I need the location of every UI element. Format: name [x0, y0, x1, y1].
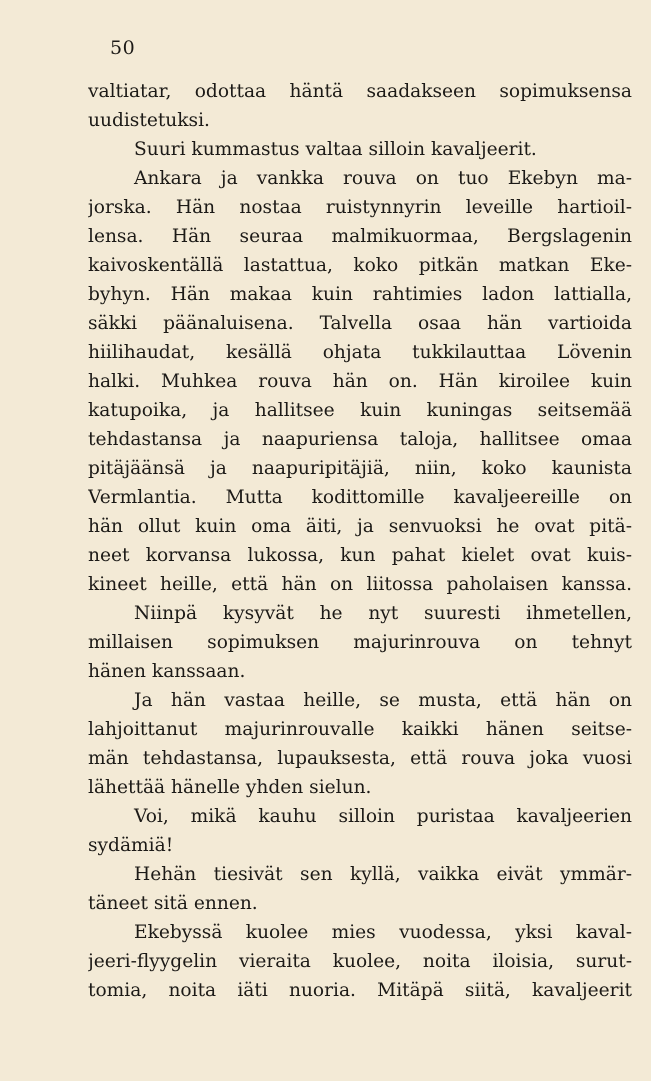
- text-line: Hehän tiesivät sen kyllä, vaikka eivät ymmär-: [134, 864, 632, 885]
- text-line: Voi, mikä kauhu silloin puristaa kavaljeerien: [134, 806, 632, 827]
- text-line: halki. Muhkea rouva hän on. Hän kiroilee kuin: [88, 371, 632, 392]
- body-text: [88, 77, 632, 1005]
- page-number: 50: [110, 37, 136, 59]
- text-line: hän ollut kuin oma äiti, ja senvuoksi he ovat pitä-: [88, 516, 632, 537]
- text-line: sydämiä!: [88, 835, 174, 856]
- text-line: lensa. Hän seuraa malmikuormaa, Bergslagenin: [88, 226, 632, 247]
- text-line: lahjoittanut majurinrouvalle kaikki hänen seitse-: [88, 719, 632, 740]
- text-line: pitäjäänsä ja naapuripitäjiä, niin, koko kaunista: [88, 458, 632, 479]
- text-line: tomia, noita iäti nuoria. Mitäpä siitä, kavaljeerit: [88, 980, 632, 1001]
- text-line: Vermlantia. Mutta kodittomille kavaljeereille on: [88, 487, 632, 508]
- text-line: täneet sitä ennen.: [88, 893, 258, 914]
- text-line: hiilihaudat, kesällä ohjata tukkilauttaa Lövenin: [88, 342, 632, 363]
- text-line: Ankara ja vankka rouva on tuo Ekebyn ma-: [134, 168, 632, 189]
- text-line: byhyn. Hän makaa kuin rahtimies ladon lattialla,: [88, 284, 632, 305]
- text-line: kaivoskentällä lastattua, koko pitkän matkan Eke-: [88, 255, 632, 276]
- text-line: katupoika, ja hallitsee kuin kuningas seitsemää: [88, 400, 632, 421]
- text-line: millaisen sopimuksen majurinrouva on tehnyt: [88, 632, 632, 653]
- text-line: Niinpä kysyvät he nyt suuresti ihmetellen,: [134, 603, 632, 624]
- text-line: jeeri-flyygelin vieraita kuolee, noita iloisia, surut-: [88, 951, 632, 972]
- text-line: kineet heille, että hän on liitossa paholaisen kanssa.: [88, 574, 632, 595]
- text-line: säkki päänaluisena. Talvella osaa hän vartioida: [88, 313, 632, 334]
- text-line: Suuri kummastus valtaa silloin kavaljeerit.: [134, 139, 537, 160]
- text-line: jorska. Hän nostaa ruistynnyrin leveille hartioil-: [88, 197, 632, 218]
- text-line: Ja hän vastaa heille, se musta, että hän on: [134, 690, 632, 711]
- text-line: tehdastansa ja naapuriensa taloja, hallitsee omaa: [88, 429, 632, 450]
- text-line: hänen kanssaan.: [88, 661, 246, 682]
- text-line: Ekebyssä kuolee mies vuodessa, yksi kaval-: [134, 922, 632, 943]
- text-line: lähettää hänelle yhden sielun.: [88, 777, 372, 798]
- text-line: valtiatar, odottaa häntä saadakseen sopimuksensa: [88, 81, 632, 102]
- text-line: uudistetuksi.: [88, 110, 210, 131]
- text-line: män tehdastansa, lupauksesta, että rouva joka vuosi: [88, 748, 632, 769]
- text-line: neet korvansa lukossa, kun pahat kielet ovat kuis-: [88, 545, 632, 566]
